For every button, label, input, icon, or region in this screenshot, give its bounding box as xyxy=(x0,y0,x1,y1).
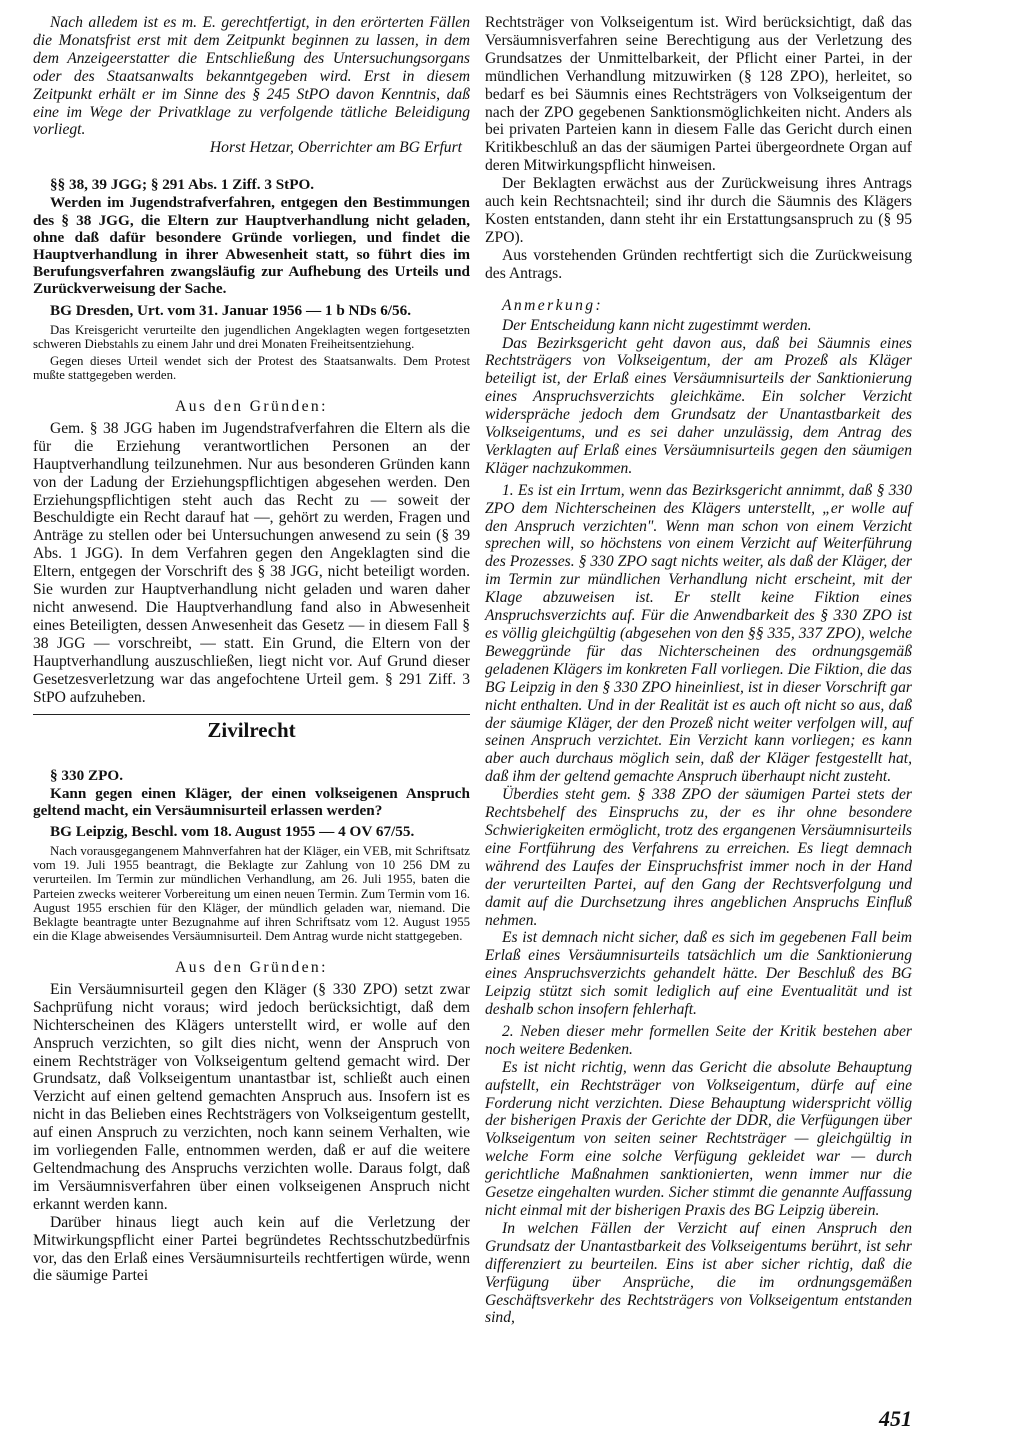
case2-citation: § 330 ZPO. xyxy=(50,766,123,784)
case1-grounds-text: Gem. § 38 JGG haben im Jugendstrafverfahren die Eltern als die für die Erziehung verantwortlichen Personen an der Hauptverhandlung teilzunehmen. Nur aus besonderen Gründen kann von der Ladung der Erziehungspflichtigen abgesehen werden. Den Erziehungspflichtigen steht auch das Recht zu — soweit der Beschuldigte ein Recht darauf hat —, gehört zu werden, Fragen und Anträge zu stellen oder bei Untersuchungen anwesend zu sein (§ 39 Abs. 1 JGG). In dem Verfahren gegen den Angeklagten sind die Eltern, entgegen der Vorschrift des § 38 JGG, nicht beteiligt worden. Sie wurden zur Hauptverhandlung nicht geladen und waren daher nicht anwesend. Die Hauptverhandlung fand also in Abwesenheit eines Beteiligten, dessen Anwesenheit das Gesetz — in diesem Fall § 38 JGG — vorschreibt, — statt. Ein Grund, die Eltern von der Hauptverhandlung auszuschließen, liegt nicht vor. Auf Grund dieser Gesetzesverletzung war das angefochtene Urteil gem. § 291 Ziff. 3 StPO aufzuheben. xyxy=(33,419,470,706)
case2-grounds-paragraph-2: Darüber hinaus liegt auch kein auf die Verletzung der Mitwirkungspflicht einer Partei begründetes Rechtsschutzbedürfnis vor, das den Erlaß eines Versäumnisurteils rechtfertigen würde, wenn die säumige Partei xyxy=(33,1213,470,1285)
paragraph-rechtsnachteil: Der Beklagten erwächst aus der Zurückweisung ihres Antrags auch kein Rechtsnachteil; sind ihr durch die Säumnis des Klägers Kosten entstanden, dann steht ihr ein Erstattungsanspruch zu (§ 95 ZPO). xyxy=(485,175,912,246)
section-heading-zivilrecht: Zivilrecht xyxy=(33,714,470,749)
case1-grounds-heading: Aus den Gründen: xyxy=(175,397,328,415)
annotation-paragraph: In welchen Fällen der Verzicht auf einen Anspruch den Grundsatz der Unantastbarkeit des Volkseigentums berührt, ist sehr differenziert zu beurteilen. Eins ist aber sicher richtig, daß die Verfügung über Ansprüche, die im ordnungsgemäßen Geschäftsverkehr des Rechtsträgers von Volkseigentum entstanden sind, xyxy=(485,1219,912,1327)
case1-court-line: BG Dresden, Urt. vom 31. Januar 1956 — 1 b NDs 6/56. xyxy=(50,301,411,319)
page-number: 451 xyxy=(879,1406,912,1431)
annotation-paragraph: Es ist nicht richtig, wenn das Gericht die absolute Behauptung aufstellt, ein Rechtsträger von Volkseigentum, dürfe auf eine Forderung nicht verzichten. Diese Behauptung widerspricht völlig der bisherigen Praxis der Gerichte der DDR, die Verfügungen über Volkseigentum von seiten seiner Rechtsträger — gleichgültig in welche Form eine solche Verfügung gekleidet war — durch gerichtliche Maßnahmen sanktionierten, wenn immer nur die Gesetze eingehalten wurden. Sicher stimmt die genannte Auffassung nicht einmal mit der bisherigen Praxis des BG Leipzig überein. xyxy=(485,1058,912,1219)
paragraph-conclusion: Aus vorstehenden Gründen rechtfertigt sich die Zurückweisung des Antrags. xyxy=(485,246,912,282)
case1-citation: §§ 38, 39 JGG; § 291 Abs. 1 Ziff. 3 StPO. xyxy=(50,176,315,194)
annotation-paragraph: Der Entscheidung kann nicht zugestimmt werden. xyxy=(502,316,812,334)
left-column xyxy=(33,14,470,1285)
author-signature: Horst Hetzar, Oberrichter am BG Erfurt xyxy=(209,139,462,157)
case1-headnote: Werden im Jugendstrafverfahren, entgegen den Bestimmungen des § 38 JGG, die Eltern zur Hauptverhandlung nicht geladen, ohne daß dafür besondere Gründe vorliegen, und findet die Hauptverhandlung in ihrer Abwesenheit statt, so führt dies im Berufungsverfahren zwangsläufig zur Aufhebung des Urteils und Zurückverweisung der Sache. xyxy=(33,194,470,298)
annotation-label: Anmerkung: xyxy=(502,296,604,314)
intro-paragraph: Nach alledem ist es m. E. gerechtfertigt, in den erörterten Fällen die Monatsfrist erst mit dem Zeitpunkt beginnen zu lassen, in dem dem Anzeigeerstatter die Entschließung des Untersuchungsorgans oder des Staatsanwalts bekanntgegeben wird. Erst in diesem Zeitpunkt erhält er im Sinne des § 245 StPO davon Kenntnis, daß eine im Wege der Privatklage zu verfolgende tätliche Beleidigung vorliegt. xyxy=(33,14,470,139)
annotation-paragraph: Es ist demnach nicht sicher, daß es sich im gegebenen Fall beim Erlaß eines Versäumnisurteils tatsächlich um die Sanktionierung eines Anspruchsverzichts gehandelt hätte. Der Beschluß des BG Leipzig stützt sich somit lediglich auf eine Eventualität und ist deshalb schon insofern fehlerhaft. xyxy=(485,929,912,1019)
continuation-paragraph: Rechtsträger von Volkseigentum ist. Wird berücksichtigt, daß das Versäumnisverfahren seine Berechtigung aus der Verletzung des Grundsatzes der Unmittelbarkeit, der Pflicht einer Partei, in der mündlichen Verhandlung mitzuwirken (§ 128 ZPO), herleitet, so bedarf es bei Säumnis eines Rechtsträgers von Volkseigentum der nach der ZPO gegebenen Sanktionsmöglichkeiten nicht. Anders als bei privaten Parteien kann in diesem Falle das Gericht durch einen Kritikbeschluß an das der säumigen Partei übergeordnete Organ auf deren Mitwirkungspflicht hinweisen. xyxy=(485,14,912,175)
case2-headnote: Kann gegen einen Kläger, der einen volkseigenen Anspruch geltend macht, ein Versäumnisurteil erlassen werden? xyxy=(33,784,470,820)
annotation-paragraph: Überdies steht gem. § 338 ZPO der säumigen Partei stets der Rechtsbehelf des Einspruchs zu, der es ihr ohne besondere Schwierigkeiten ermöglicht, trotz des ergangenen Versäumnisurteils eine Fortführung des Verfahrens zu erreichen. Es liegt demnach während des Laufes der Einspruchsfrist immer noch in der Hand der verurteilten Partei, auf den Gang der Rechtsverfolgung und damit auf die Durchsetzung ihres angeblichen Anspruchs Einfluß nehmen. xyxy=(485,786,912,929)
annotation-paragraph: 2. Neben dieser mehr formellen Seite der Kritik bestehen aber noch weitere Bedenken. xyxy=(485,1022,912,1058)
case2-grounds-heading: Aus den Gründen: xyxy=(175,958,328,976)
right-column xyxy=(485,14,912,1327)
annotation-paragraph: 1. Es ist ein Irrtum, wenn das Bezirksgericht annimmt, daß § 330 ZPO dem Nichterscheinen des Klägers unterstellt, „er wolle auf den Anspruch verzichten". Wenn man schon von einem Verzicht sprechen will, so höchstens von einem Verzicht auf Weiterführung des Prozesses. § 330 ZPO sagt nichts weiter, als daß der Kläger, der im Termin zur mündlichen Verhandlung nicht erscheint, mit der Klage abzuweisen ist. Er stellt keine Fiktion eines Anspruchsverzichts auf. Für die Anwendbarkeit des § 330 ZPO ist es völlig gleichgültig (abgesehen von den §§ 335, 337 ZPO), welche Beweggründe für das Nichterscheinen des ordnungsgemäß geladenen Klägers im konkreten Fall vorliegen. Die Fiktion, die das BG Leipzig in den § 330 ZPO hineinliest, ist in dieser Vorschrift gar nicht enthalten. Und in der Realität ist es auch oft nicht so aus, daß der säumige Kläger, der den Prozeß nicht weiter verfolgen will, auf seinen Anspruch verzichtet. Ein Verzicht kann vorliegen; es kann aber auch durchaus möglich sein, daß der Kläger festgestellt hat, daß ihm der geltend gemachte Anspruch überhaupt nicht zusteht. xyxy=(485,481,912,786)
case2-facts: Nach vorausgegangenem Mahnverfahren hat der Kläger, ein VEB, mit Schriftsatz vom 19. Juli 1955 beantragt, die Beklagte zur Zahlung von 10 256 DM zu verurteilen. Im Termin zur mündlichen Verhandlung, am 26. Juli 1955, baten die Parteien zwecks weiterer Vorbereitung um einen neuen Termin. Zum Termin vom 16. August 1955 erschien für den Kläger, der mündlich geladen war, niemand. Die Beklagte beantragte unter Bezugnahme auf ihren Schriftsatz vom 12. August 1955 ein die Klage abweisendes Versäumnisurteil. Dem Antrag wurde nicht stattgegeben. xyxy=(33,844,470,943)
case1-facts-1: Das Kreisgericht verurteilte den jugendlichen Angeklagten wegen fortgesetzten schweren Diebstahls zu einem Jahr und drei Monaten Freiheitsentziehung. xyxy=(33,322,470,351)
case1-facts-2: Gegen dieses Urteil wendet sich der Protest des Staatsanwalts. Dem Protest mußte stattgegeben werden. xyxy=(33,353,470,382)
annotation-paragraph: Das Bezirksgericht geht davon aus, daß bei Säumnis eines Rechtsträgers von Volkseigentum, der am Prozeß als Kläger beteiligt ist, der Erlaß eines Versäumnisurteils der Sanktionierung eines Anspruchsverzichts gleichkäme. Ein solcher Verzicht widerspräche jedoch dem Grundsatz der Unantastbarkeit des Volkseigentums, und es sei daher unzulässig, dem Antrag des Verklagten auf Erlaß eines Versäumnisurteils gegen den säumigen Kläger nachzukommen. xyxy=(485,334,912,477)
case2-court-line: BG Leipzig, Beschl. vom 18. August 1955 — 4 OV 67/55. xyxy=(50,823,415,841)
case2-grounds-paragraph-1: Ein Versäumnisurteil gegen den Kläger (§ 330 ZPO) setzt zwar Sachprüfung nicht voraus; wird jedoch berücksichtigt, daß dem Nichterscheinen des Klägers unterstellt wird, er wolle auf den Anspruch verzichten, so gilt dies nicht, wenn der Anspruch von einem Rechtsträger von Volkseigentum geltend gemacht wird. Der Grundsatz, daß Volkseigentum unantastbar ist, schließt auch einen Verzicht auf einen geltend gemachten Anspruch aus. Insofern ist es nicht in das Belieben eines Rechtsträgers von Volkseigentum gestellt, auf einen Anspruch zu verzichten, noch kann seinem Verhalten, wie im vorliegenden Falle, entnommen werden, daß er auf die weitere Geltendmachung des Anspruchs verzichten wolle. Daraus folgt, daß im Versäumnisverfahren über einen volkseigenen Anspruch nicht erkannt werden kann. xyxy=(33,980,470,1213)
